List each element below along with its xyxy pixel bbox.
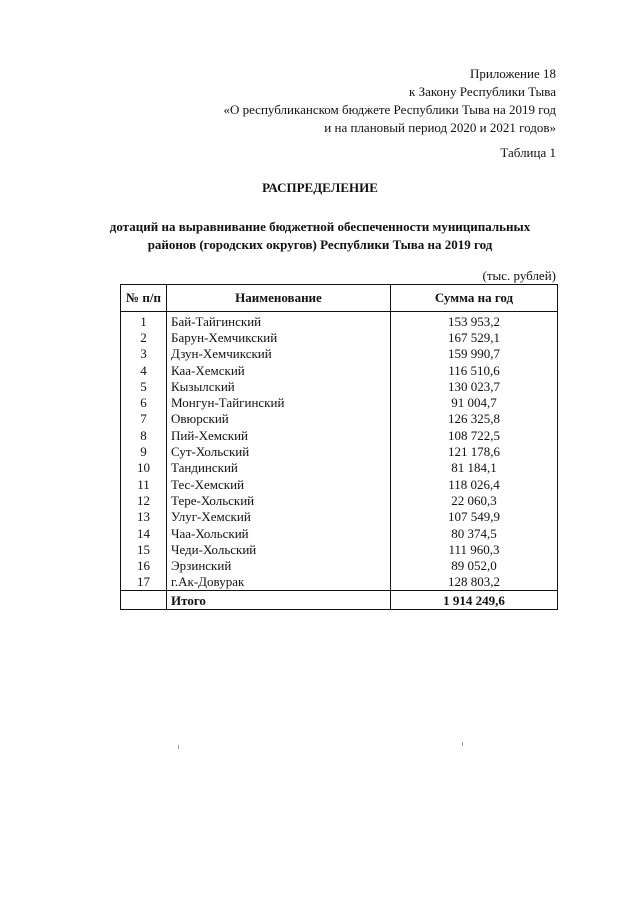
table-row [121, 476, 558, 492]
row-name: Монгун-Тайгинский [167, 394, 391, 410]
row-sum: 121 178,6 [391, 443, 558, 459]
row-number: 10 [121, 460, 167, 476]
row-name: Улуг-Хемский [167, 509, 391, 525]
row-name: Дзун-Хемчикский [167, 346, 391, 362]
table-row [121, 312, 558, 330]
total-row [121, 591, 558, 610]
row-sum: 126 325,8 [391, 411, 558, 427]
row-number: 7 [121, 411, 167, 427]
table-header-row [121, 285, 558, 312]
row-sum: 91 004,7 [391, 394, 558, 410]
row-name: г.Ак-Довурак [167, 574, 391, 591]
table-number: Таблица 1 [500, 145, 556, 160]
appendix-line-3: «О республиканском бюджете Республики Тыва на 2019 год [223, 102, 556, 117]
table-row [121, 427, 558, 443]
row-name: Барун-Хемчикский [167, 329, 391, 345]
row-name: Каа-Хемский [167, 362, 391, 378]
row-number: 16 [121, 557, 167, 573]
header-sum: Сумма на год [391, 285, 558, 312]
subheading-line-1: дотаций на выравнивание бюджетной обеспеченности муниципальных [109, 219, 531, 234]
table-row [121, 443, 558, 459]
row-name: Овюрский [167, 411, 391, 427]
table-row [121, 329, 558, 345]
row-sum: 107 549,9 [391, 509, 558, 525]
table-row [121, 460, 558, 476]
row-name: Тере-Хольский [167, 492, 391, 508]
table-row [121, 492, 558, 508]
row-name: Сут-Хольский [167, 443, 391, 459]
table-row [121, 574, 558, 591]
scan-speck [462, 742, 463, 746]
total-num [121, 591, 167, 610]
row-sum: 80 374,5 [391, 525, 558, 541]
row-name: Чеди-Хольский [167, 541, 391, 557]
row-number: 9 [121, 443, 167, 459]
table-row [121, 541, 558, 557]
row-name: Эрзинский [167, 557, 391, 573]
row-number: 1 [121, 312, 167, 330]
row-name: Тес-Хемский [167, 476, 391, 492]
document-subheading [100, 218, 540, 254]
row-name: Бай-Тайгинский [167, 312, 391, 330]
row-name: Чаа-Хольский [167, 525, 391, 541]
total-sum: 1 914 249,6 [391, 591, 558, 610]
row-name: Пий-Хемский [167, 427, 391, 443]
appendix-line-1: Приложение 18 [469, 66, 556, 81]
row-sum: 116 510,6 [391, 362, 558, 378]
row-sum: 130 023,7 [391, 378, 558, 394]
table-row [121, 378, 558, 394]
table-row [121, 411, 558, 427]
units-label: (тыс. рублей) [482, 268, 556, 283]
row-number: 4 [121, 362, 167, 378]
row-name: Тандинский [167, 460, 391, 476]
row-number: 8 [121, 427, 167, 443]
row-sum: 111 960,3 [391, 541, 558, 557]
table-row [121, 394, 558, 410]
distribution-table [120, 284, 558, 610]
row-number: 5 [121, 378, 167, 394]
row-sum: 22 060,3 [391, 492, 558, 508]
table-row [121, 509, 558, 525]
document-heading: РАСПРЕДЕЛЕНИЕ [262, 180, 378, 195]
row-number: 11 [121, 476, 167, 492]
header-name: Наименование [167, 285, 391, 312]
row-name: Кызылский [167, 378, 391, 394]
row-number: 12 [121, 492, 167, 508]
subheading-line-2: районов (городских округов) Республики Тыва на 2019 год [147, 237, 493, 252]
scan-speck [178, 745, 179, 749]
table-row [121, 362, 558, 378]
table-row [121, 557, 558, 573]
table-body [121, 312, 558, 610]
row-sum: 167 529,1 [391, 329, 558, 345]
appendix-line-4: и на плановый период 2020 и 2021 годов» [324, 120, 556, 135]
row-sum: 128 803,2 [391, 574, 558, 591]
row-number: 15 [121, 541, 167, 557]
row-sum: 159 990,7 [391, 346, 558, 362]
row-sum: 81 184,1 [391, 460, 558, 476]
row-number: 14 [121, 525, 167, 541]
row-sum: 108 722,5 [391, 427, 558, 443]
row-number: 17 [121, 574, 167, 591]
row-sum: 118 026,4 [391, 476, 558, 492]
row-sum: 89 052,0 [391, 557, 558, 573]
header-num: № п/п [121, 285, 167, 312]
row-number: 2 [121, 329, 167, 345]
table-row [121, 525, 558, 541]
row-number: 6 [121, 394, 167, 410]
appendix-line-2: к Закону Республики Тыва [409, 84, 556, 99]
total-label: Итого [167, 591, 391, 610]
table-row [121, 346, 558, 362]
row-number: 13 [121, 509, 167, 525]
row-sum: 153 953,2 [391, 312, 558, 330]
appendix-block [223, 65, 556, 137]
row-number: 3 [121, 346, 167, 362]
